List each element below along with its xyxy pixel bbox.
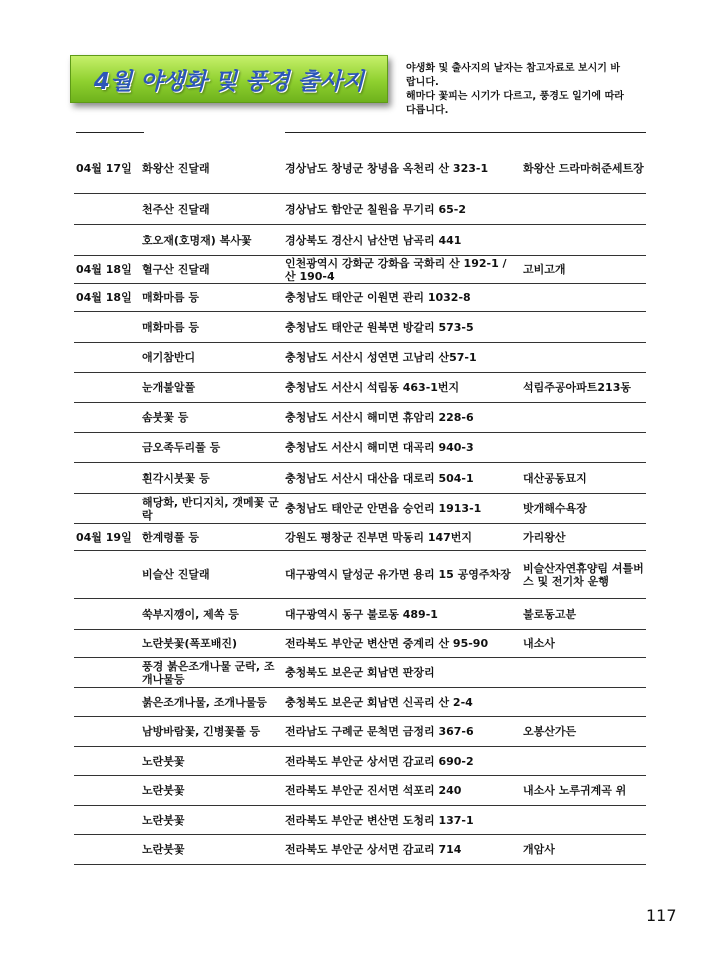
address-cell: 충청북도 보은군 회남면 판장리 [285,666,435,679]
notice-line: 해마다 꽃피는 시기가 다르고, 풍경도 일기에 따라 [406,91,624,102]
notice-line: 랍니다. [406,77,439,88]
note-cell [523,403,645,432]
note-cell: 화왕산 드라마허준세트장 [523,162,644,175]
note-cell: 석림주공아파트213동 [523,381,631,394]
date-cell: 04월 18일 [76,263,132,276]
date-cell [76,225,140,255]
place-cell: 화왕산 진달래 [142,162,210,175]
place-cell: 노란붓꽃 [142,784,185,797]
address-cell: 충청남도 서산시 해미면 대곡리 940-3 [285,441,474,454]
date-cell [76,403,140,432]
date-cell [76,551,140,598]
address-cell: 충청남도 태안군 이원면 관리 1032-8 [285,291,471,304]
address-cell: 충청남도 서산시 석림동 463-1번지 [285,381,460,394]
place-cell: 한계령풀 등 [142,530,199,544]
date-cell [76,835,140,864]
date-cell [76,194,140,224]
address-cell: 전라북도 부안군 변산면 중계리 산 95-90 [285,637,489,650]
place-cell: 쑥부지깽이, 제쏙 등 [142,607,239,621]
date-cell [76,630,140,657]
table-row [74,225,646,256]
note-cell: 고비고개 [523,263,566,276]
address-cell: 대구광역시 동구 불로동 489-1 [285,607,438,621]
address-cell: 경상남도 창녕군 창녕읍 옥천리 산 323-1 [285,162,489,175]
place-cell: 천주산 진달래 [142,202,210,216]
table-row [74,747,646,776]
note-cell: 대산공동묘지 [523,471,587,485]
table-row [74,551,646,599]
note-cell [523,806,645,834]
table-row [74,256,646,284]
date-cell [76,494,140,523]
date-cell [76,599,140,629]
note-cell [523,747,645,775]
note-cell: 밧개해수욕장 [523,502,587,515]
table-row [74,494,646,524]
notice-line: 야생화 및 출사지의 날자는 참고자료로 보시기 바 [406,63,621,74]
table-row [74,433,646,463]
address-cell: 충청남도 서산시 성연면 고남리 산57-1 [285,351,477,364]
header-rule-long [285,132,646,133]
table-row [74,343,646,373]
note-cell [523,658,645,687]
place-cell: 풍경 붉은조개나물 군락, 조개나물등 [142,659,275,686]
table-row [74,776,646,806]
table-row [74,312,646,343]
date-cell [76,433,140,462]
address-cell: 전라북도 부안군 상서면 감교리 690-2 [285,754,474,768]
notice-text [406,62,656,118]
place-cell: 비슬산 진달래 [142,568,210,581]
place-cell: 노란붓꽃(폭포배진) [142,637,238,650]
date-cell [76,658,140,687]
place-cell: 매화마름 등 [142,320,199,334]
date-cell [76,463,140,493]
note-cell: 내소사 노루귀계곡 위 [523,784,627,797]
address-cell: 경상남도 함안군 칠원읍 무기리 65-2 [285,202,466,216]
address-cell: 경상북도 경산시 남산면 남곡리 441 [285,233,462,247]
address-cell: 전라북도 부안군 진서면 석포리 240 [285,784,462,797]
table-row [74,688,646,717]
address-cell: 전라북도 부안군 변산면 도청리 137-1 [285,813,474,827]
page-title: 4월 야생화 및 풍경 출사지 [93,68,365,95]
note-cell [523,433,645,462]
title-banner [70,55,388,103]
note-cell: 비슬산자연휴양림 셔틀버스 및 전기차 운행 [523,561,644,588]
place-cell: 매화마름 등 [142,291,199,304]
date-cell [76,776,140,805]
place-cell: 금오족두리풀 등 [142,441,221,454]
table-row [74,144,646,194]
place-cell: 애기참반디 [142,351,196,364]
table-row [74,524,646,551]
place-cell: 남방바람꽃, 긴병꽃풀 등 [142,725,261,738]
date-cell: 04월 19일 [76,530,132,544]
note-cell: 개암사 [523,843,555,856]
date-cell: 04월 18일 [76,291,132,304]
date-cell [76,747,140,775]
note-cell [523,225,645,255]
table-row [74,630,646,658]
note-cell: 오봉산가든 [523,725,577,738]
date-cell [76,343,140,372]
place-cell: 노란붓꽃 [142,813,185,827]
table-row [74,463,646,494]
note-cell [523,688,645,716]
table-row [74,658,646,688]
date-cell [76,688,140,716]
place-cell: 노란붓꽃 [142,754,185,768]
address-cell: 충청남도 서산시 대산읍 대로리 504-1 [285,471,474,485]
place-cell: 해당화, 반디지치, 갯메꽃 군락 [142,495,279,522]
place-cell: 혈구산 진달래 [142,263,210,276]
page-number: 117 [646,906,677,925]
table-row [74,284,646,312]
note-cell [523,343,645,372]
table-row [74,717,646,747]
place-cell: 노란붓꽃 [142,843,185,856]
date-cell: 04월 17일 [76,162,132,175]
address-cell: 인천광역시 강화군 강화읍 국화리 산 192-1 / 산 190-4 [285,256,507,283]
table-row [74,835,646,865]
note-cell: 가리왕산 [523,530,566,544]
table-row [74,194,646,225]
table-row [74,806,646,835]
address-cell: 충청남도 태안군 원북면 방갈리 573-5 [285,320,474,334]
table-row [74,373,646,403]
place-cell: 붉은조개나물, 조개나물등 [142,695,267,709]
address-cell: 충청남도 태안군 안면읍 승언리 1913-1 [285,502,482,515]
address-cell: 충청남도 서산시 해미면 휴암리 228-6 [285,411,474,424]
place-cell: 호오재(호명재) 복사꽃 [142,233,252,247]
date-cell [76,373,140,402]
address-cell: 전라남도 구례군 문척면 금정리 367-6 [285,725,474,738]
note-cell: 불로동고분 [523,607,577,621]
place-cell: 흰각시붓꽃 등 [142,471,210,485]
header-rule-short [76,132,144,133]
address-cell: 강원도 평창군 진부면 막동리 147번지 [285,530,473,544]
note-cell [523,284,645,311]
note-cell [523,194,645,224]
table-row [74,403,646,433]
address-cell: 충청북도 보은군 회남면 신곡리 산 2-4 [285,695,473,709]
address-cell: 전라북도 부안군 상서면 감교리 714 [285,843,462,856]
address-cell: 대구광역시 달성군 유가면 용리 15 공영주차장 [285,568,511,581]
place-cell: 눈개불알풀 [142,381,196,394]
date-cell [76,717,140,746]
place-cell: 솜붓꽃 등 [142,411,189,424]
date-cell [76,312,140,342]
note-cell: 내소사 [523,637,555,650]
date-cell [76,806,140,834]
table-row [74,599,646,630]
notice-line: 다릅니다. [406,105,449,116]
note-cell [523,312,645,342]
